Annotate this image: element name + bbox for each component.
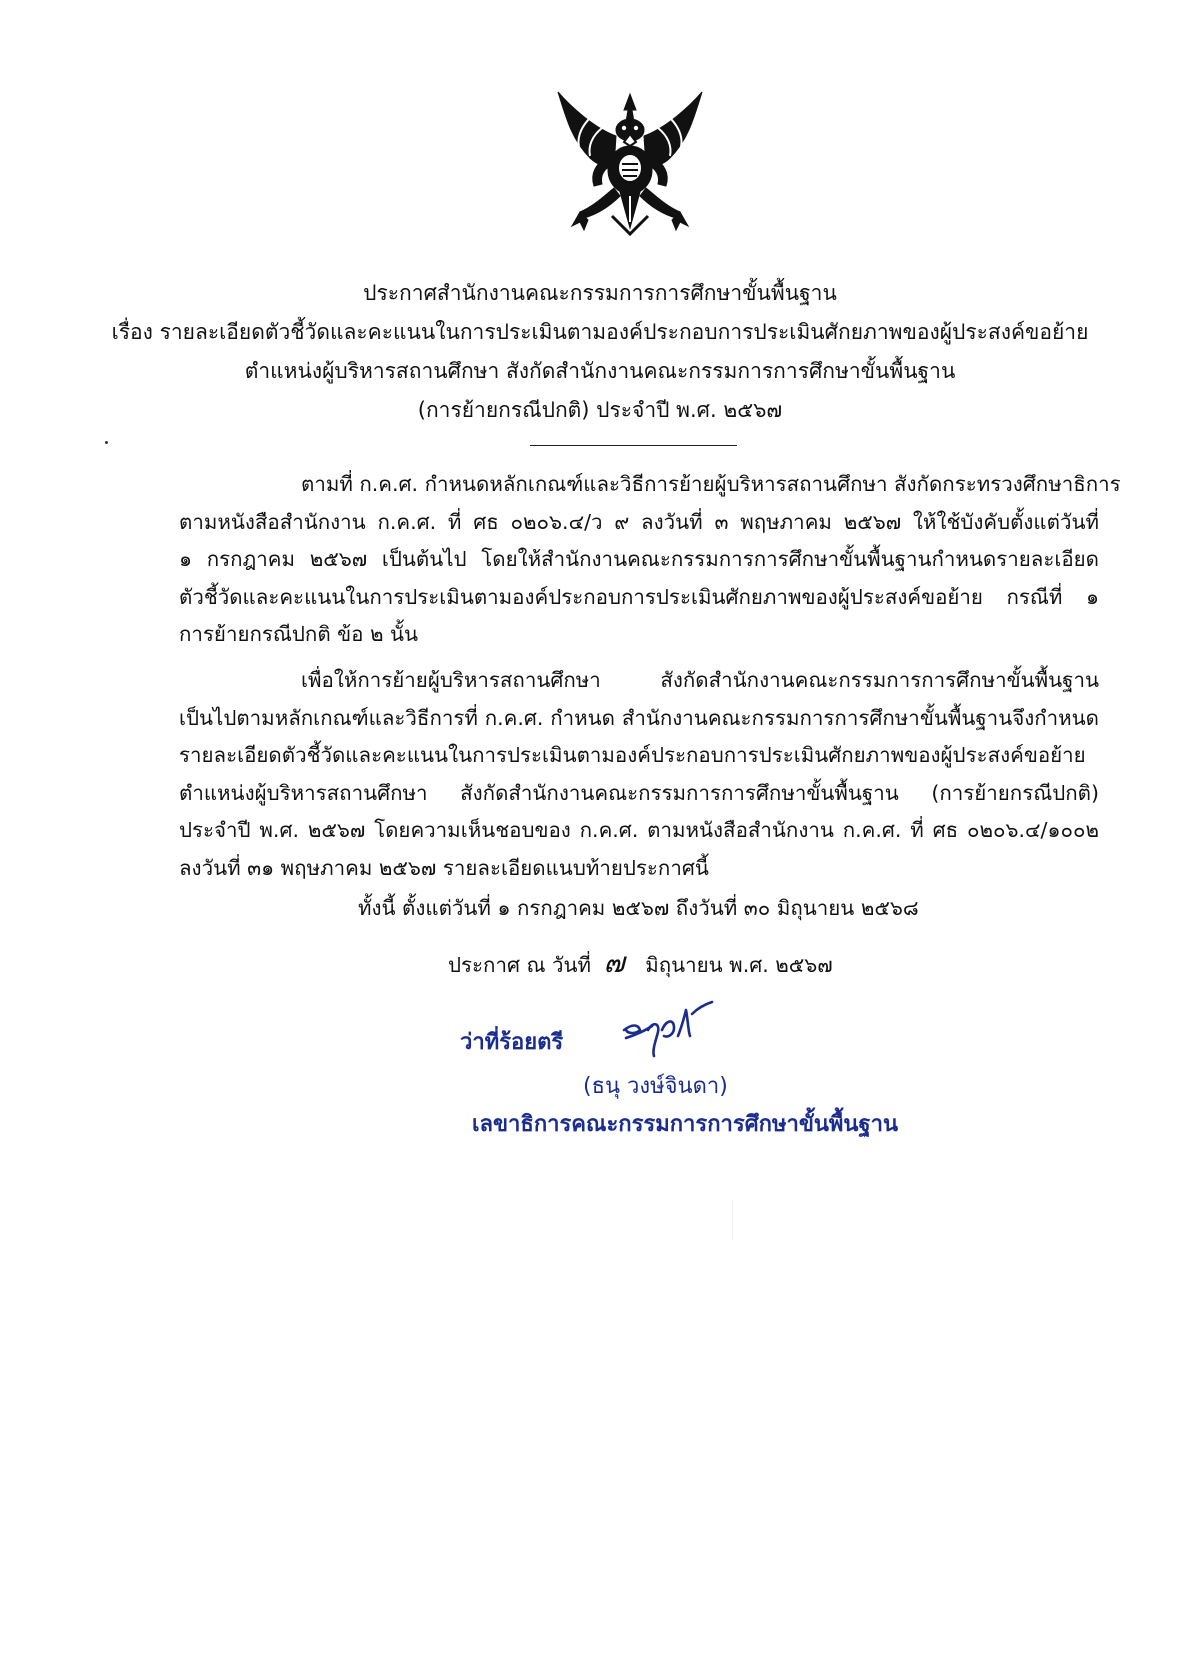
announcement-date-suffix: มิถุนายน พ.ศ. ๒๕๖๗ xyxy=(645,953,833,977)
paragraph-line: รายละเอียดตัวชี้วัดและคะแนนในการประเมินตามองค์ประกอบการประเมินศักยภาพของผู้ประสงค์ขอย้าย xyxy=(179,743,1086,767)
paragraph-line: เป็นไปตามหลักเกณฑ์และวิธีการที่ ก.ค.ศ. กำหนด สำนักงานคณะกรรมการการศึกษาขั้นพื้นฐานจึงกำหนด xyxy=(179,705,1099,730)
announcement-day: ๗ xyxy=(603,946,625,979)
paragraph-line: ตัวชี้วัดและคะแนนในการประเมินตามองค์ประกอบการประเมินศักยภาพของผู้ประสงค์ขอย้าย กรณีที่ ๑ xyxy=(179,584,1099,609)
paragraph-line: เพื่อให้การย้ายผู้บริหารสถานศึกษา สังกัดสำนักงานคณะกรรมการการศึกษาขั้นพื้นฐาน xyxy=(301,668,1099,692)
garuda-emblem-icon xyxy=(550,88,710,238)
paragraph-line: ๑ กรกฎาคม ๒๕๖๗ เป็นต้นไป โดยให้สำนักงานคณะกรรมการการศึกษาขั้นพื้นฐานกำหนดรายละเอียด xyxy=(179,547,1099,571)
document-title xyxy=(100,274,1100,430)
title-line: เรื่อง รายละเอียดตัวชี้วัดและคะแนนในการประเมินตามองค์ประกอบการประเมินศักยภาพของผู้ประสงค์ขอย้าย xyxy=(111,320,1089,344)
paragraph-background xyxy=(179,466,1121,654)
scan-dot xyxy=(105,441,108,444)
title-line: (การย้ายกรณีปกติ) ประจำปี พ.ศ. ๒๕๖๗ xyxy=(417,398,783,422)
effective-period: ทั้งนี้ ตั้งแต่วันที่ ๑ กรกฎาคม ๒๕๖๗ ถึงวันที่ ๓๐ มิถุนายน ๒๕๖๘ xyxy=(358,896,919,920)
paragraph-line: ตำแหน่งผู้บริหารสถานศึกษา สังกัดสำนักงานคณะกรรมการการศึกษาขั้นพื้นฐาน (การย้ายกรณีปกติ) xyxy=(179,780,1099,805)
scan-artifact xyxy=(732,1200,733,1240)
signatory-name: (ธนุ วงษ์จินดา) xyxy=(583,1074,728,1099)
signatory-position: เลขาธิการคณะกรรมการการศึกษาขั้นพื้นฐาน xyxy=(472,1112,898,1137)
announcement-date-prefix: ประกาศ ณ วันที่ xyxy=(448,953,592,977)
signatory-rank: ว่าที่ร้อยตรี xyxy=(460,1030,564,1055)
announcement-date xyxy=(448,948,833,980)
handwritten-signature-icon xyxy=(618,1000,718,1060)
paragraph-line: การย้ายกรณีปกติ ข้อ ๒ นั้น xyxy=(179,622,419,646)
paragraph-line: ตามที่ ก.ค.ศ. กำหนดหลักเกณฑ์และวิธีการย้ายผู้บริหารสถานศึกษา สังกัดกระทรวงศึกษาธิการ xyxy=(301,472,1121,496)
title-line: ตำแหน่งผู้บริหารสถานศึกษา สังกัดสำนักงานคณะกรรมการการศึกษาขั้นพื้นฐาน xyxy=(244,359,956,383)
paragraph-line: ลงวันที่ ๓๑ พฤษภาคม ๒๕๖๗ รายละเอียดแนบท้ายประกาศนี้ xyxy=(179,855,709,880)
paragraph-line: ประจำปี พ.ศ. ๒๕๖๗ โดยความเห็นชอบของ ก.ค.ศ. ตามหนังสือสำนักงาน ก.ค.ศ. ที่ ศธ ๐๒๐๖.๔/๑๐๐๒ xyxy=(179,818,1099,842)
title-line: ประกาศสำนักงานคณะกรรมการการศึกษาขั้นพื้นฐาน xyxy=(363,281,837,305)
paragraph-line: ตามหนังสือสำนักงาน ก.ค.ศ. ที่ ศธ ๐๒๐๖.๔/ว ๙ ลงวันที่ ๓ พฤษภาคม ๒๕๖๗ ให้ใช้บังคับตั้งแต่วันที่ xyxy=(179,509,1099,534)
title-divider xyxy=(530,445,737,446)
paragraph-purpose xyxy=(179,662,1099,887)
